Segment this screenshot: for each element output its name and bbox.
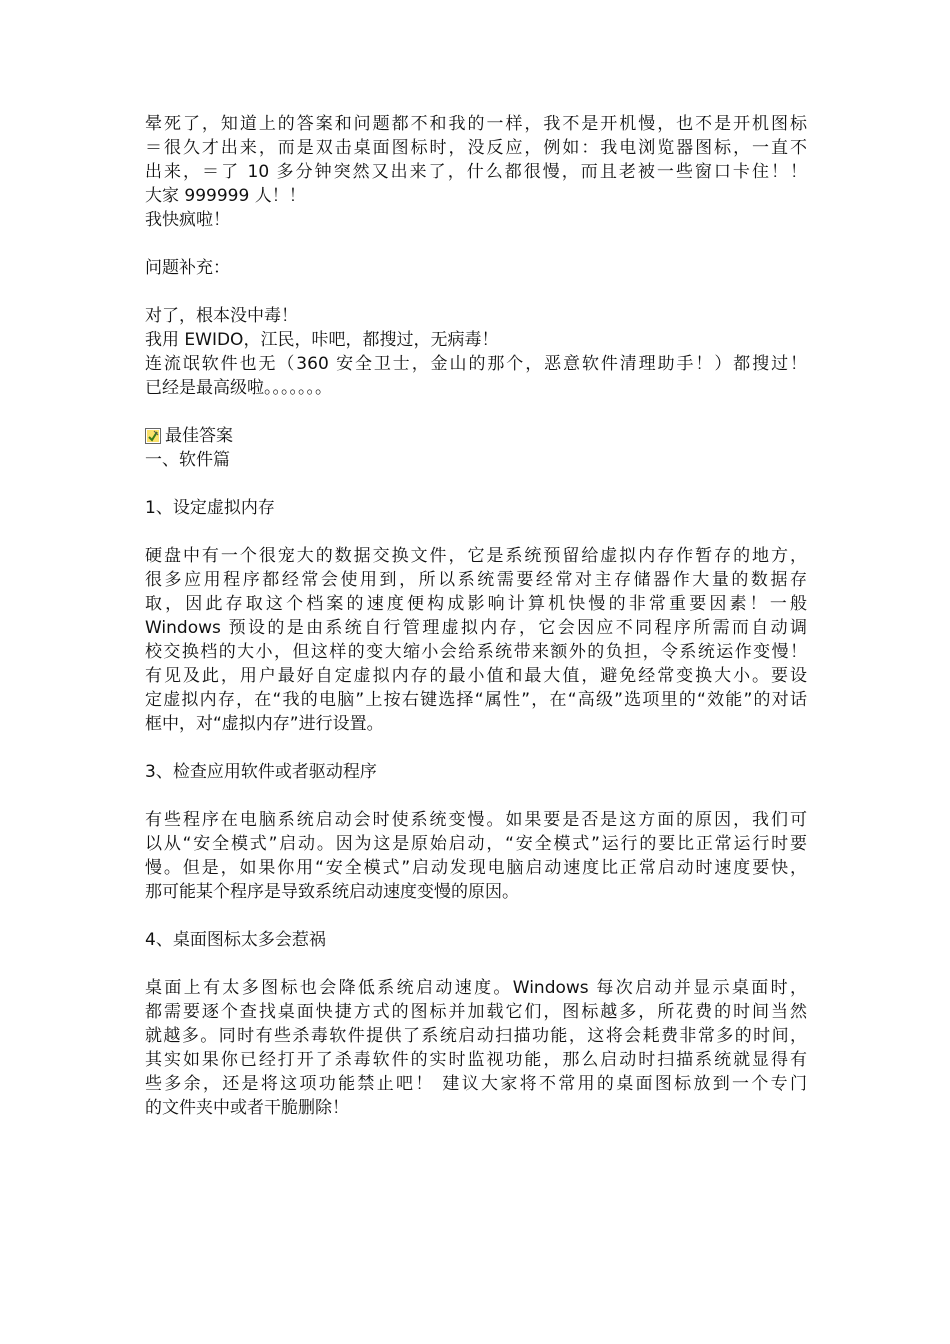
supplement-paragraph bbox=[145, 304, 807, 400]
question-paragraph bbox=[145, 112, 807, 232]
section-line: 的文件夹中或者干脆删除！ bbox=[145, 1098, 349, 1118]
section-line: 其实如果你已经打开了杀毒软件的实时监视功能，那么启动时扫描系统就显得有 bbox=[145, 1050, 807, 1070]
section-line: 框中，对“虚拟内存”进行设置。 bbox=[145, 714, 384, 734]
section-paragraph bbox=[145, 808, 807, 904]
section-heading: 4、桌面图标太多会惹祸 bbox=[145, 930, 326, 950]
question-line: 出来，＝了 10 多分钟突然又出来了，什么都很慢，而且老被一些窗口卡住！！ bbox=[145, 162, 807, 182]
best-answer-label: 最佳答案 bbox=[165, 426, 233, 446]
section-line: 那可能某个程序是导致系统启动速度变慢的原因。 bbox=[145, 882, 519, 902]
section-line: 慢。但是，如果你用“安全模式”启动发现电脑启动速度比正常启动时速度要快， bbox=[145, 858, 807, 878]
supplement-line: 连流氓软件也无（360 安全卫士，金山的那个，恶意软件清理助手！）都搜过！ bbox=[145, 354, 807, 374]
section-heading: 3、检查应用软件或者驱动程序 bbox=[145, 762, 377, 782]
section-heading: 1、设定虚拟内存 bbox=[145, 498, 275, 518]
answer-category: 一、软件篇 bbox=[145, 450, 230, 470]
supplement-heading: 问题补充： bbox=[145, 258, 230, 278]
section-line: 有些程序在电脑系统启动会时使系统变慢。如果要是否是这方面的原因，我们可 bbox=[145, 810, 807, 830]
supplement-line: 对了，根本没中毒！ bbox=[145, 306, 298, 326]
section-line: 很多应用程序都经常会使用到，所以系统需要经常对主存储器作大量的数据存 bbox=[145, 570, 807, 590]
section-line: 取，因此存取这个档案的速度便构成影响计算机快慢的非常重要因素！一般 bbox=[145, 594, 807, 614]
section-line: Windows 预设的是由系统自行管理虚拟内存，它会因应不同程序所需而自动调 bbox=[145, 618, 807, 638]
section-line: 校交换档的大小，但这样的变大缩小会给系统带来额外的负担，令系统运作变慢！ bbox=[145, 642, 807, 662]
section-line: 硬盘中有一个很宠大的数据交换文件，它是系统预留给虚拟内存作暂存的地方， bbox=[145, 546, 807, 566]
section-line: 就越多。同时有些杀毒软件提供了系统启动扫描功能，这将会耗费非常多的时间， bbox=[145, 1026, 807, 1046]
section-line: 桌面上有太多图标也会降低系统启动速度。Windows 每次启动并显示桌面时， bbox=[145, 978, 807, 998]
question-line: 大家 999999 人！！ bbox=[145, 186, 306, 206]
supplement-line: 我用 EWIDO，江民，咔吧，都搜过，无病毒！ bbox=[145, 330, 499, 350]
supplement-line: 已经是最高级啦。。。。。。。 bbox=[145, 378, 332, 398]
section-paragraph bbox=[145, 544, 807, 736]
section-line: 些多余，还是将这项功能禁止吧！ 建议大家将不常用的桌面图标放到一个专门 bbox=[145, 1074, 807, 1094]
section-paragraph bbox=[145, 976, 807, 1120]
document-page bbox=[145, 112, 807, 1120]
best-answer-icon bbox=[145, 428, 161, 444]
section-line: 有见及此，用户最好自定虚拟内存的最小值和最大值，避免经常变换大小。要设 bbox=[145, 666, 807, 686]
question-line: 晕死了，知道上的答案和问题都不和我的一样，我不是开机慢，也不是开机图标 bbox=[145, 114, 807, 134]
best-answer-header bbox=[145, 424, 807, 448]
question-line: ＝很久才出来，而是双击桌面图标时，没反应，例如：我电浏览器图标，一直不 bbox=[145, 138, 807, 158]
section-line: 都需要逐个查找桌面快捷方式的图标并加载它们，图标越多，所花费的时间当然 bbox=[145, 1002, 807, 1022]
question-line: 我快疯啦！ bbox=[145, 210, 230, 230]
section-line: 以从“安全模式”启动。因为这是原始启动，“安全模式”运行的要比正常运行时要 bbox=[145, 834, 807, 854]
section-line: 定虚拟内存，在“我的电脑”上按右键选择“属性”，在“高级”选项里的“效能”的对话 bbox=[145, 690, 807, 710]
